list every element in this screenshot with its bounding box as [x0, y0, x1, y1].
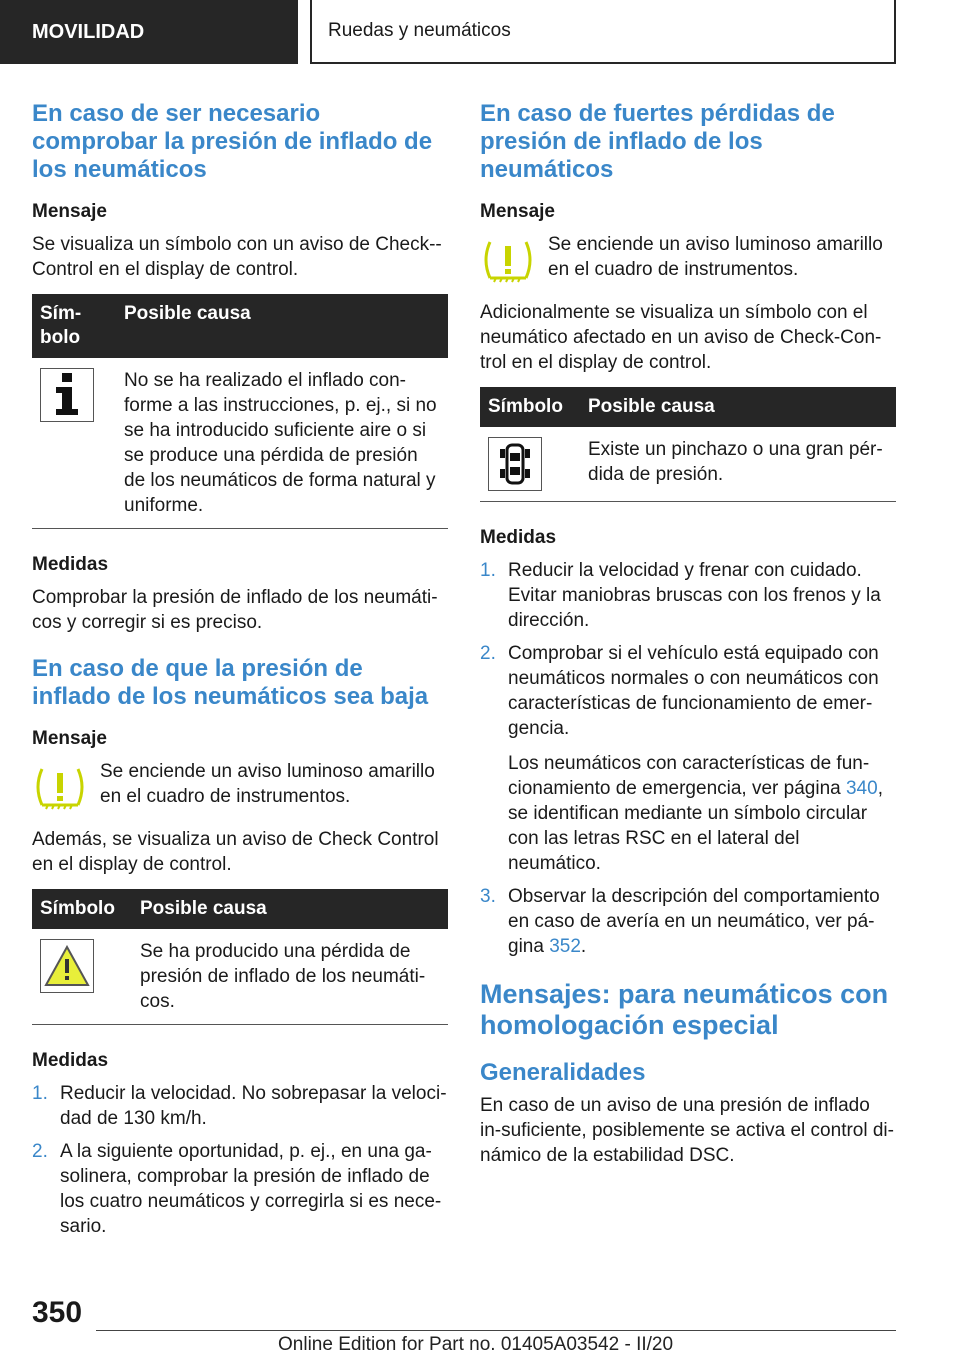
- warning-triangle-icon: [40, 939, 94, 993]
- step-number: 2.: [32, 1141, 48, 1162]
- list-item: [32, 1139, 448, 1239]
- section-title-check-pressure: En caso de ser necesario comprobar la presión de inflado de los neumáticos: [32, 100, 433, 183]
- step-number: 1.: [32, 1083, 48, 1104]
- table-cell-symbol: [480, 427, 580, 502]
- table-row: [480, 427, 896, 502]
- symbol-table-vehicle: [480, 387, 896, 502]
- vehicle-tire-icon: [488, 437, 542, 491]
- message-text: Se enciende un aviso luminoso amarillo en el cuadro de instrumentos.: [100, 761, 435, 807]
- table-header-symbol: Símbolo: [32, 889, 132, 929]
- step-number: 1.: [480, 560, 496, 581]
- step-note: [480, 751, 896, 876]
- step-text: Reducir la velocidad y frenar con cuidado. Evitar maniobras bruscas con los frenos y la dirección.: [508, 560, 881, 631]
- list-item: [480, 558, 896, 633]
- step-note-text: Los neumáticos con características de fun-cionamiento de emergencia, ver página: [508, 753, 870, 799]
- message-label: Mensaje: [480, 201, 555, 222]
- table-cell-cause: Existe un pinchazo o una gran pér-dida de presión.: [580, 427, 896, 502]
- table-cell-symbol: [32, 358, 116, 529]
- message-text: Se enciende un aviso luminoso amarillo en el cuadro de instrumentos.: [548, 234, 883, 280]
- step-text: Comprobar si el vehículo está equipado con neumáticos normales o con neumáticos con características de funcionamiento de emer-gencia.: [508, 643, 879, 739]
- section-title-special-tires: Mensajes: para neumáticos con homologación especial: [480, 979, 889, 1040]
- footer-edition: Online Edition for Part no. 01405A03542 - II/20: [278, 1334, 674, 1355]
- table-header-cause: Posible causa: [116, 294, 448, 358]
- table-cell-cause: Se ha producido una pérdida de presión de inflado de los neumáti-cos.: [132, 929, 448, 1025]
- measures-steps: [480, 558, 896, 959]
- extra-text: Adicionalmente se visualiza un símbolo con el neumático afectado en un aviso de Check-Con-trol en el display de control.: [480, 302, 882, 373]
- footer-divider: [96, 1330, 896, 1331]
- message-row: [32, 759, 448, 815]
- general-text: En caso de un aviso de una presión de inflado in-suficiente, posiblemente se activa el control di-námico de la estabilidad DSC.: [480, 1095, 894, 1166]
- measures-text: Comprobar la presión de inflado de los neumáti-cos y corregir si es preciso.: [32, 587, 438, 633]
- header-section: [0, 0, 298, 64]
- measures-label: Medidas: [32, 1050, 109, 1071]
- left-column: [32, 100, 448, 1247]
- table-header-cause: Posible causa: [132, 889, 448, 929]
- step-text: A la siguiente oportunidad, p. ej., en una ga-solinera, comprobar la presión de inflado de los cuatro neumáticos y corregirla si es nece-sario.: [60, 1141, 442, 1237]
- tire-pressure-warning-icon: [32, 759, 88, 815]
- step-text: [508, 884, 896, 959]
- measures-label: Medidas: [480, 527, 557, 548]
- message-row: [480, 232, 896, 288]
- message-label: Mensaje: [32, 728, 107, 749]
- table-cell-symbol: [32, 929, 132, 1025]
- measures-label: Medidas: [32, 554, 109, 575]
- message-label: Mensaje: [32, 201, 107, 222]
- table-header-cause: Posible causa: [580, 387, 896, 427]
- table-header-symbol: Sím-bolo: [32, 294, 116, 358]
- page-number: 350: [32, 1296, 83, 1329]
- table-row: [32, 358, 448, 529]
- step-text-part: Observar la descripción del comportamiento en caso de avería en un neumático, ver pá-gina: [508, 886, 880, 957]
- step-text: Reducir la velocidad. No sobrepasar la veloci-dad de 130 km/h.: [60, 1083, 447, 1129]
- header-chapter-label: Ruedas y neumáticos: [328, 20, 511, 41]
- list-item: [32, 1081, 448, 1131]
- symbol-table-info: [32, 294, 448, 529]
- list-item: [480, 884, 896, 959]
- header-section-label: MOVILIDAD: [32, 20, 145, 43]
- extra-text: Además, se visualiza un aviso de Check Control en el display de control.: [32, 829, 439, 875]
- table-header-row: [32, 889, 448, 929]
- section-title-strong-loss: En caso de fuertes pérdidas de presión de inflado de los neumáticos: [480, 100, 835, 183]
- list-item: [480, 641, 896, 876]
- table-header-row: [32, 294, 448, 358]
- symbol-table-warning: [32, 889, 448, 1025]
- step-number: 2.: [480, 643, 496, 664]
- subsection-title: Generalidades: [480, 1059, 646, 1086]
- right-column: [480, 100, 896, 1180]
- table-row: [32, 929, 448, 1025]
- step-text-part: .: [580, 936, 587, 957]
- message-text: Se visualiza un símbolo con un aviso de Check--Control en el display de control.: [32, 234, 442, 280]
- table-cell-cause: No se ha realizado el inflado con-forme a las instrucciones, p. ej., si no se ha introducido suficiente aire o si se produce una pérdida de presión de los neumáticos de forma natural y uniforme.: [116, 358, 448, 529]
- info-icon: [40, 368, 94, 422]
- step-number: 3.: [480, 886, 496, 907]
- table-header-row: [480, 387, 896, 427]
- table-header-symbol: Símbolo: [480, 387, 580, 427]
- measures-steps: [32, 1081, 448, 1239]
- tire-pressure-warning-icon: [480, 232, 536, 288]
- section-title-low-pressure: En caso de que la presión de inflado de los neumáticos sea baja: [32, 655, 429, 710]
- step-note-text: , se identifican mediante un símbolo circular con las letras RSC en el lateral del neumático.: [508, 778, 883, 874]
- page-link[interactable]: 352: [549, 936, 581, 957]
- page-link[interactable]: 340: [845, 778, 878, 799]
- header-chapter: [310, 0, 896, 64]
